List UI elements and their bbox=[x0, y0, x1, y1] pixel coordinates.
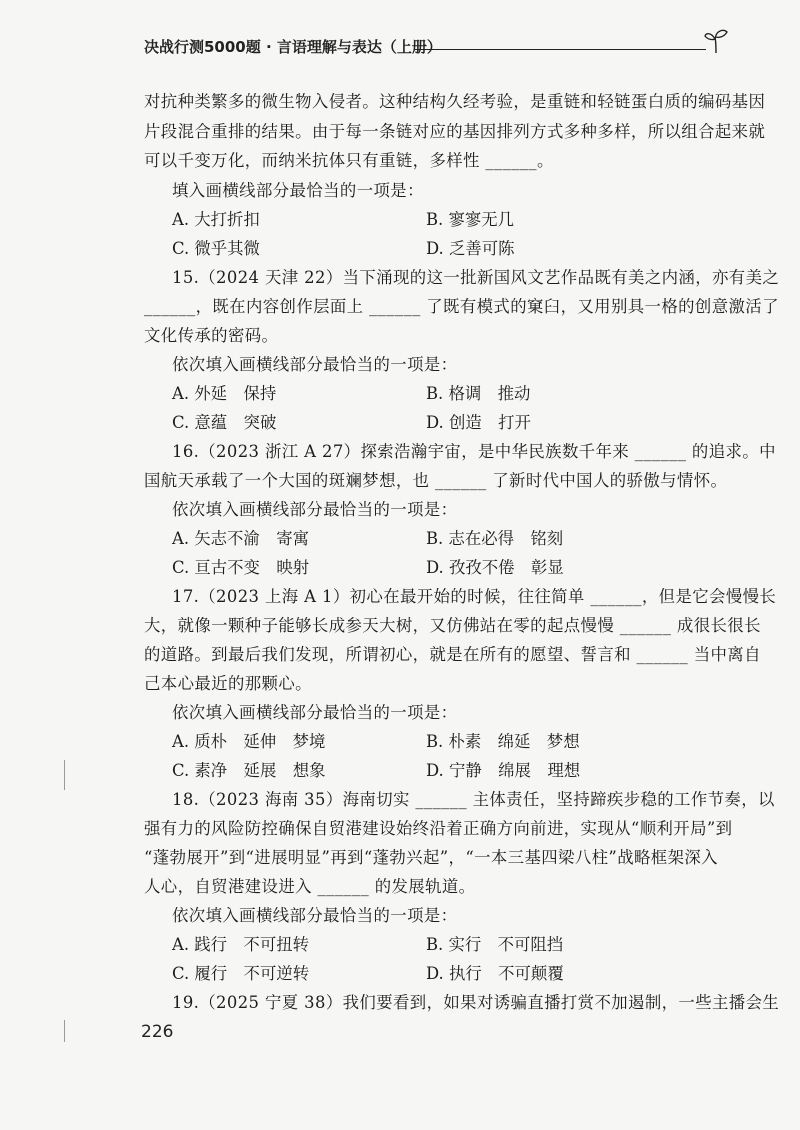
question-prompt: 依次填入画横线部分最恰当的一项是： bbox=[172, 703, 458, 722]
option-b: B. 格调 推动 bbox=[426, 384, 531, 403]
question-prompt: 依次填入画横线部分最恰当的一项是： bbox=[172, 906, 458, 925]
option-d: D. 宁静 绵展 理想 bbox=[426, 761, 581, 780]
option-d: D. 孜孜不倦 彰显 bbox=[426, 558, 564, 577]
header-rule bbox=[414, 49, 706, 50]
question-17-stem: 17.（2023 上海 A 1）初心在最开始的时候，往往简单 ______，但是它会慢慢长 bbox=[172, 587, 777, 606]
option-c: C. 意蕴 突破 bbox=[172, 413, 277, 432]
option-d: D. 乏善可陈 bbox=[426, 239, 515, 258]
question-16-stem: 16.（2023 浙江 A 27）探索浩瀚宇宙，是中华民族数千年来 ______ 的追求。中 bbox=[172, 442, 776, 461]
passage-line: 强有力的风险防控确保自贸港建设始终沿着正确方向前进，实现从“顺利开局”到 bbox=[144, 819, 733, 838]
option-b: B. 实行 不可阻挡 bbox=[426, 935, 564, 954]
option-a: A. 大打折扣 bbox=[172, 210, 260, 229]
passage-line: 国航天承载了一个大国的斑斓梦想，也 ______ 了新时代中国人的骄傲与情怀。 bbox=[144, 471, 728, 490]
question-prompt: 依次填入画横线部分最恰当的一项是： bbox=[172, 500, 458, 519]
page-number: 226 bbox=[141, 1022, 174, 1042]
option-c: C. 素净 延展 想象 bbox=[172, 761, 326, 780]
question-15-stem: 15.（2024 天津 22）当下涌现的这一批新国风文艺作品既有美之内涵，亦有美之 bbox=[172, 268, 780, 287]
passage-line: “蓬勃展开”到“进展明显”再到“蓬勃兴起”，“一本三基四梁八柱”战略框架深入 bbox=[144, 848, 718, 867]
passage-line: 人心，自贸港建设进入 ______ 的发展轨道。 bbox=[144, 877, 476, 896]
question-19-stem: 19.（2025 宁夏 38）我们要看到，如果对诱骗直播打赏不加遏制，一些主播会生 bbox=[172, 993, 780, 1012]
option-c: C. 微乎其微 bbox=[172, 239, 260, 258]
page-header bbox=[0, 0, 800, 70]
option-d: D. 执行 不可颠覆 bbox=[426, 964, 564, 983]
passage-line: 片段混合重排的结果。由于每一条链对应的基因排列方式多种多样，所以组合起来就 bbox=[144, 122, 766, 141]
book-title: 决战行测5000题 · 言语理解与表达（上册） bbox=[144, 38, 442, 56]
option-a: A. 外延 保持 bbox=[172, 384, 277, 403]
option-c: C. 亘古不变 映射 bbox=[172, 558, 310, 577]
passage-line: 大，就像一颗种子能够长成参天大树，又仿佛站在零的起点慢慢 ______ 成很长很长 bbox=[144, 616, 761, 635]
option-b: B. 寥寥无几 bbox=[426, 210, 515, 229]
passage-line: 可以千变万化，而纳米抗体只有重链，多样性 ______。 bbox=[144, 151, 554, 170]
passage-line: ______，既在内容创作层面上 ______ 了既有模式的窠臼，又用别具一格的创意激活了 bbox=[144, 297, 779, 316]
option-b: B. 朴素 绵延 梦想 bbox=[426, 732, 580, 751]
sprout-icon bbox=[704, 28, 728, 54]
passage-line: 的道路。到最后我们发现，所谓初心，就是在所有的愿望、誓言和 ______ 当中离自 bbox=[144, 645, 761, 664]
passage-line: 文化传承的密码。 bbox=[144, 326, 279, 345]
option-b: B. 志在必得 铭刻 bbox=[426, 529, 564, 548]
option-d: D. 创造 打开 bbox=[426, 413, 531, 432]
option-a: A. 践行 不可扭转 bbox=[172, 935, 309, 954]
question-prompt: 依次填入画横线部分最恰当的一项是： bbox=[172, 355, 458, 374]
passage-line: 对抗种类繁多的微生物入侵者。这种结构久经考验，是重链和轻链蛋白质的编码基因 bbox=[144, 92, 766, 111]
question-18-stem: 18.（2023 海南 35）海南切实 ______ 主体责任，坚持蹄疾步稳的工作节奏，以 bbox=[172, 790, 775, 809]
scan-mark bbox=[64, 1020, 65, 1042]
option-c: C. 履行 不可逆转 bbox=[172, 964, 310, 983]
scan-mark bbox=[64, 760, 65, 790]
question-prompt: 填入画横线部分最恰当的一项是： bbox=[172, 181, 424, 200]
passage-line: 己本心最近的那颗心。 bbox=[144, 674, 312, 693]
option-a: A. 质朴 延伸 梦境 bbox=[172, 732, 326, 751]
option-a: A. 矢志不渝 寄寓 bbox=[172, 529, 309, 548]
